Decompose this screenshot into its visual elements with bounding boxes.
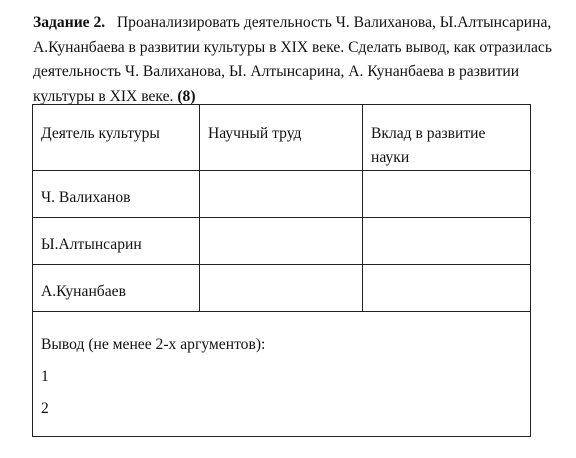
table-row: [33, 171, 531, 218]
header-cell: [33, 105, 200, 171]
header-cell: [200, 105, 363, 171]
contribution-value: [363, 265, 530, 282]
name-cell: [33, 265, 200, 312]
contribution-value: [363, 218, 530, 235]
conclusion-item-2: 2: [41, 400, 49, 417]
name-cell: [33, 218, 200, 265]
analysis-table: [32, 104, 531, 437]
contribution-value: [363, 171, 530, 188]
name-cell: [33, 171, 200, 218]
task-text: Проанализировать деятельность Ч. Валиханова, Ы.Алтынсарина, А.Кунанбаева в развитии культуры в XIX веке. Сделать вывод, как отразилась деятельность Ч. Валиханова, Ы. Алтынсарина, А. Кунанбаева в развитии культуры в XIX веке.: [33, 14, 552, 105]
conclusion-cell[interactable]: [33, 312, 531, 437]
table-header-row: [33, 105, 531, 171]
contribution-cell[interactable]: [363, 171, 531, 218]
table-row: [33, 218, 531, 265]
conclusion-item-1: 1: [41, 368, 49, 385]
work-value: [200, 218, 362, 235]
header-cell: [363, 105, 531, 171]
name-kunanbaev: А.Кунанбаев: [41, 283, 126, 300]
contribution-cell[interactable]: [363, 218, 531, 265]
name-valikhanov: Ч. Валиханов: [41, 189, 131, 206]
table-row: [33, 265, 531, 312]
conclusion-label: Вывод (не менее 2-х аргументов):: [41, 336, 266, 353]
task-label: Задание 2.: [33, 14, 106, 31]
task-points: (8): [177, 87, 196, 105]
header-figure: Деятель культуры: [41, 125, 160, 142]
work-value: [200, 265, 362, 282]
header-work: Научный труд: [208, 125, 302, 142]
work-cell[interactable]: [200, 171, 363, 218]
task-statement: [33, 11, 553, 109]
contribution-cell[interactable]: [363, 265, 531, 312]
conclusion-row: [33, 312, 531, 437]
name-altynsarin: Ы.Алтынсарин: [41, 236, 142, 253]
work-cell[interactable]: [200, 265, 363, 312]
work-value: [200, 171, 362, 188]
header-contribution: Вклад в развитие науки: [371, 125, 486, 166]
work-cell[interactable]: [200, 218, 363, 265]
